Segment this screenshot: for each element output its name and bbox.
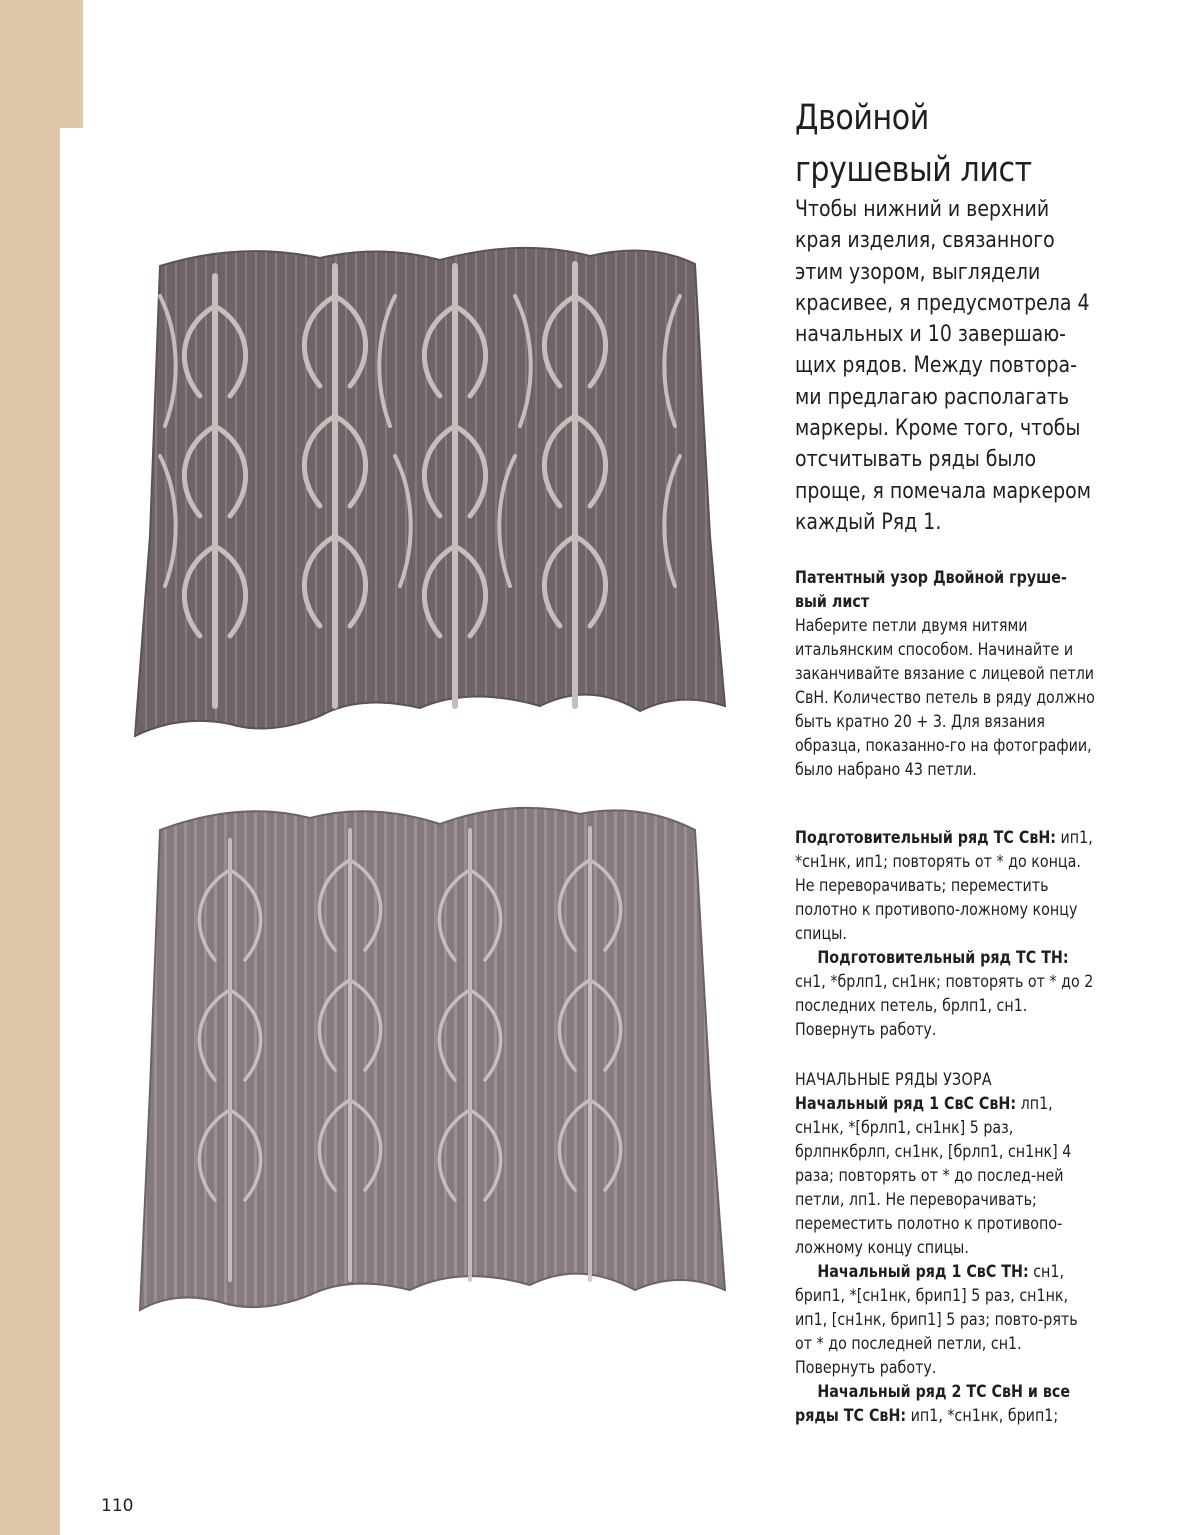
prep-row2-label: Подготовительный ряд ТС ТН: (817, 948, 1069, 967)
knit-swatch-photo-2 (120, 790, 740, 1330)
pattern-text: Наберите петли двумя нитями итальянским способом. Начинайте и заканчивайте вязание с лицевой петли СвН. Количество петель в ряду должно быть кратно 20 + 3. Для вязания образца, показанно-го на фотографии, было набрано 43 петли. (795, 616, 1095, 779)
knit-swatch-photo-1 (120, 236, 740, 756)
start-row3-label: Начальный ряд 2 ТС СвН и все ряды ТС СвН: (795, 1382, 1071, 1425)
preparatory-rows-section (795, 826, 1096, 1042)
prep-row1-label: Подготовительный ряд ТС СвН: (795, 828, 1056, 847)
page-title: Двойной грушевый лист (795, 98, 1032, 190)
starting-rows-heading: НАЧАЛЬНЫЕ РЯДЫ УЗОРА (795, 1070, 992, 1089)
page-edge-strip (0, 0, 60, 1535)
start-row1-label: Начальный ряд 1 СвС СвН: (795, 1094, 1017, 1113)
start-row3-text: ип1, *сн1нк, брип1; (906, 1406, 1059, 1425)
page-number: 110 (101, 1496, 134, 1516)
pattern-heading: Патентный узор Двойной груше-вый лист (795, 568, 1067, 611)
intro-paragraph: Чтобы нижний и верхний края изделия, связанного этим узором, выглядели красивее, я предусмотрела 4 начальных и 10 завершаю-щих рядов. Между повтора-ми предлагаю располагать маркеры. Кроме того, чтобы отсчитывать ряды было проще, я помечала маркером каждый Ряд 1. (795, 197, 1091, 535)
start-row2-label: Начальный ряд 1 СвС ТН: (817, 1262, 1029, 1281)
prep-row2-text: сн1, *брлп1, сн1нк; повторять от * до 2 последних петель, брлп1, сн1. Повернуть работу. (795, 972, 1094, 1039)
start-row2-text: сн1, брип1, *[сн1нк, брип1] 5 раз, сн1нк, ип1, [сн1нк, брип1] 5 раз; повто-рять от * до последней петли, сн1. Повернуть работу. (795, 1262, 1078, 1377)
pattern-section (795, 566, 1096, 782)
prep-row1-text: ип1, *сн1нк, ип1; повторять от * до конца. Не переворачивать; переместить полотно к противопо-ложному концу спицы. (795, 828, 1093, 943)
start-row1-text: лп1, сн1нк, *[брлп1, сн1нк] 5 раз, брлпнкбрлп, сн1нк, [брлп1, сн1нк] 4 раза; повторять от * до послед-ней петли, лп1. Не переворачивать; переместить полотно к противопо-ложному концу спицы. (795, 1094, 1072, 1257)
starting-rows-section (795, 1068, 1096, 1428)
